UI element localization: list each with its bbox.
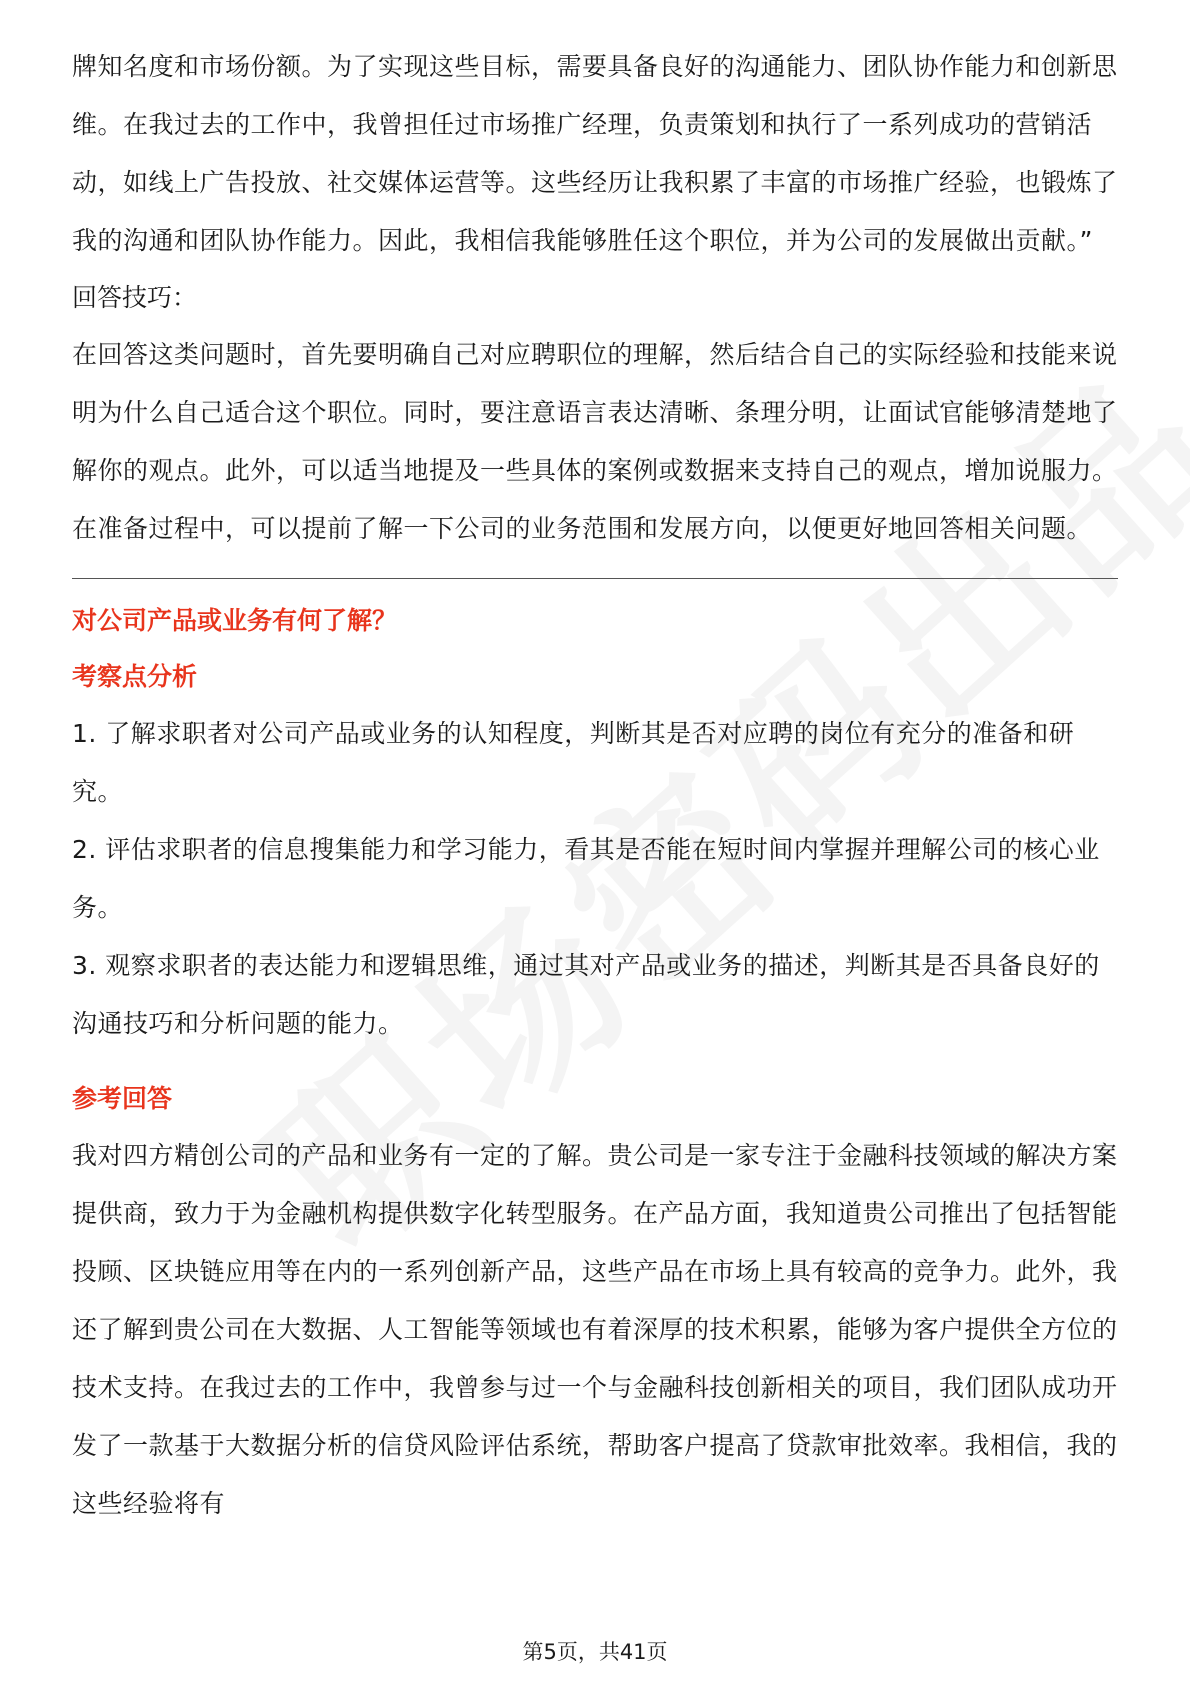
- intro-paragraph: 牌知名度和市场份额。为了实现这些目标，需要具备良好的沟通能力、团队协作能力和创新思维。在我过去的工作中，我曾担任过市场推广经理，负责策划和执行了一系列成功的营销活动，如线上广告投放、社交媒体运营等。这些经历让我积累了丰富的市场推广经验，也锻炼了我的沟通和团队协作能力。因此，我相信我能够胜任这个职位，并为公司的发展做出贡献。”: [72, 52, 1118, 255]
- reference-paragraph: 我对四方精创公司的产品和业务有一定的了解。贵公司是一家专注于金融科技领域的解决方案提供商，致力于为金融机构提供数字化转型服务。在产品方面，我知道贵公司推出了包括智能投顾、区块链应用等在内的一系列创新产品，这些产品在市场上具有较高的竞争力。此外，我还了解到贵公司在大数据、人工智能等领域也有着深厚的技术积累，能够为客户提供全方位的技术支持。在我过去的工作中，我曾参与过一个与金融科技创新相关的项目，我们团队成功开发了一款基于大数据分析的信贷风险评估系统，帮助客户提高了贷款审批效率。我相信，我的这些经验将有: [72, 1141, 1118, 1518]
- page-number: 第5页，共41页: [522, 1640, 668, 1664]
- analysis-item: 1. 了解求职者对公司产品或业务的认知程度，判断其是否对应聘的岗位有充分的准备和研究。: [72, 719, 1075, 806]
- section-divider: [72, 578, 1118, 579]
- tips-paragraph: 在回答这类问题时，首先要明确自己对应聘职位的理解，然后结合自己的实际经验和技能来说明为什么自己适合这个职位。同时，要注意语言表达清晰、条理分明，让面试官能够清楚地了解你的观点。此外，可以适当地提及一些具体的案例或数据来支持自己的观点，增加说服力。在准备过程中，可以提前了解一下公司的业务范围和发展方向，以便更好地回答相关问题。: [72, 340, 1118, 543]
- analysis-item: 3. 观察求职者的表达能力和逻辑思维，通过其对产品或业务的描述，判断其是否具备良好的沟通技巧和分析问题的能力。: [72, 951, 1100, 1038]
- question-title: 对公司产品或业务有何了解？: [72, 606, 398, 635]
- analysis-item: 2. 评估求职者的信息搜集能力和学习能力，看其是否能在短时间内掌握并理解公司的核心业务。: [72, 835, 1100, 922]
- reference-heading: 参考回答: [72, 1084, 173, 1113]
- analysis-heading: 考察点分析: [72, 662, 198, 691]
- document-body: [72, 38, 1118, 1533]
- tips-label: 回答技巧：: [72, 283, 198, 312]
